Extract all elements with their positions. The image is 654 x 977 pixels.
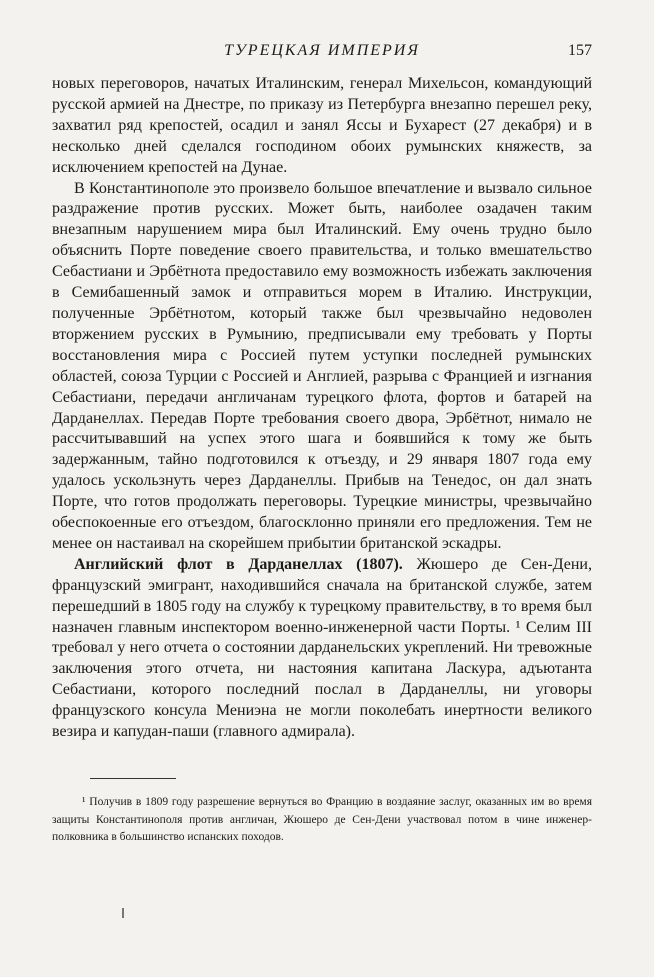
print-mark (122, 908, 124, 918)
footnote-divider (90, 778, 176, 779)
running-title: ТУРЕЦКАЯ ИМПЕРИЯ (224, 42, 420, 59)
paragraph-3-text: Жюшеро де Сен-Дени, французский эмигрант, находившийся сначала на британской службе, затем перешедший в 1805 году на службу к турецкому правительству, в то время был назначен главным инспектором военно-инженерной части Порты. ¹ Селим III требовал у него отчета о состоянии дарданельских укреплений. Ни тревожные заключения этого отчета, ни настояния капитана Ласкура, адъютанта Себастиани, которого последний послал в Дарданеллы, ни уговоры французского консула Мениэна не могли поколебать инертности великого везира и капудан-паши (главного адмирала). (52, 555, 592, 741)
page-number: 157 (568, 42, 592, 59)
paragraph-1: новых переговоров, начатых Италинским, генерал Михельсон, командующий русской армией на Днестре, по приказу из Петербурга внезапно перешел реку, захватил ряд крепостей, осадил и занял Яссы и Бухарест (27 декабря) и в несколько дней сделался господином обоих румынских княжеств, за исключением крепостей на Дунае. (52, 75, 592, 176)
section-heading: Английский флот в Дарданеллах (1807). (74, 555, 403, 573)
footnote: ¹ Получив в 1809 году разрешение вернуться во Францию в воздаяние заслуг, оказанных им во время защиты Константинополя против англичан, Жюшеро де Сен-Дени участвовал потом в чине инженер-полковника в большинство испанских походов. (52, 796, 592, 843)
page-header (52, 42, 592, 64)
paragraph-2: В Константинополе это произвело большое впечатление и вызвало сильное раздражение против русских. Может быть, наиболее озадачен таким внезапным нарушением мира был Италинский. Ему очень трудно было объяснить Порте поведение своего правительства, и только вмешательство Себастиани и Эрбётнота предоставило ему возможность избежать заключения в Семибашенный замок и отправиться морем в Италию. Инструкции, полученные Эрбётнотом, который также был чрезвычайно недоволен вторжением русских в Румынию, предписывали ему требовать у Порты восстановления мира с Россией путем уступки последней румынских областей, союза Турции с Россией и Англией, разрыва с Францией и изгнания Себастиани, передачи англичанам турецкого флота, фортов и батарей на Дарданеллах. Передав Порте требования своего двора, Эрбётнот, нимало не рассчитывавший на успех этого шага и боявшийся к тому же быть задержанным, тайно подготовился к отъезду, и 29 января 1807 года ему удалось ускользнуть через Дарданеллы. Прибыв на Тенедос, он дал знать Порте, что готов продолжать переговоры. Турецкие министры, чрезвычайно обеспокоенные его отъездом, благосклонно приняли его предложения. Тем не менее он настаивал на скорейшем прибытии британской эскадры. (52, 179, 592, 552)
body-text (52, 74, 592, 743)
paragraph-3 (52, 555, 592, 743)
